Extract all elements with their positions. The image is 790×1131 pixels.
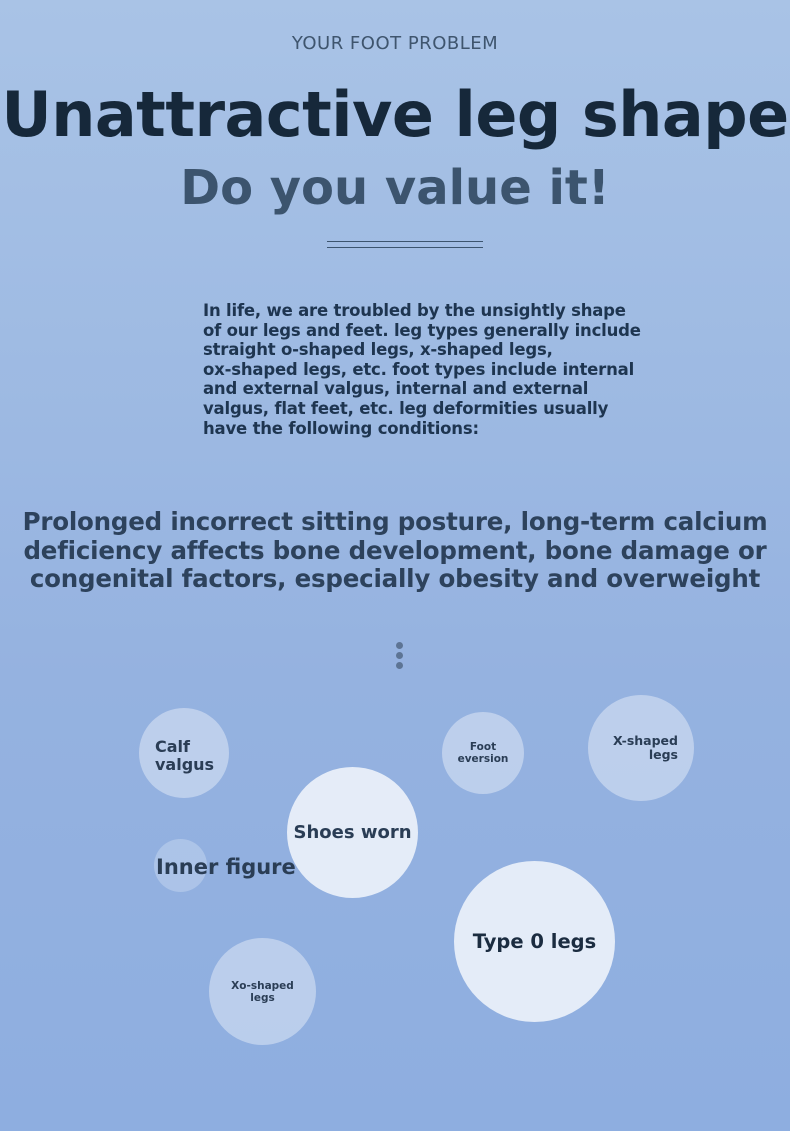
label-xo-shaped-legs: Xo-shaped	[231, 979, 294, 992]
intro-line: straight o-shaped legs, x-shaped legs,	[203, 340, 553, 360]
causes-paragraph	[20, 508, 770, 594]
causes-line: congenital factors, especially obesity and overweight	[29, 564, 761, 593]
label-inner-figure: Inner figure	[156, 855, 296, 879]
intro-line: ox-shaped legs, etc. foot types include internal	[203, 359, 635, 379]
label-shoes-worn: Shoes worn	[293, 822, 412, 843]
label-foot-eversion: eversion	[457, 753, 509, 765]
bubble-shoes-worn	[287, 767, 418, 898]
causes-line: deficiency affects bone development, bone damage or	[23, 535, 767, 565]
bubble-type-0-legs	[454, 861, 615, 1022]
page-title: Unattractive leg shape	[1, 78, 789, 151]
intro-line: and external valgus, internal and external	[203, 379, 589, 399]
intro-line: In life, we are troubled by the unsightly shape	[203, 301, 626, 320]
intro-line: valgus, flat feet, etc. leg deformities usually	[203, 398, 609, 418]
bubble-foot-eversion	[442, 712, 524, 794]
label-foot-eversion: Foot	[469, 741, 497, 753]
label-type-0-legs: Type 0 legs	[472, 930, 597, 953]
double-divider	[327, 241, 483, 248]
section-eyebrow: YOUR FOOT PROBLEM	[291, 33, 499, 54]
bubble-xo-shaped-legs	[209, 938, 316, 1045]
intro-line: have the following conditions:	[203, 418, 479, 438]
page-subtitle: Do you value it!	[180, 160, 610, 216]
intro-line: of our legs and feet. leg types generally include	[203, 320, 641, 340]
intro-paragraph	[203, 301, 643, 438]
causes-line: Prolonged incorrect sitting posture, long-term calcium	[22, 507, 768, 536]
label-calf-valgus: Calf valgus	[155, 737, 215, 774]
label-xo-shaped-legs: legs	[250, 991, 275, 1004]
vertical-dots-icon	[396, 642, 404, 672]
label-x-shaped-legs: X-shaped legs	[613, 733, 678, 762]
